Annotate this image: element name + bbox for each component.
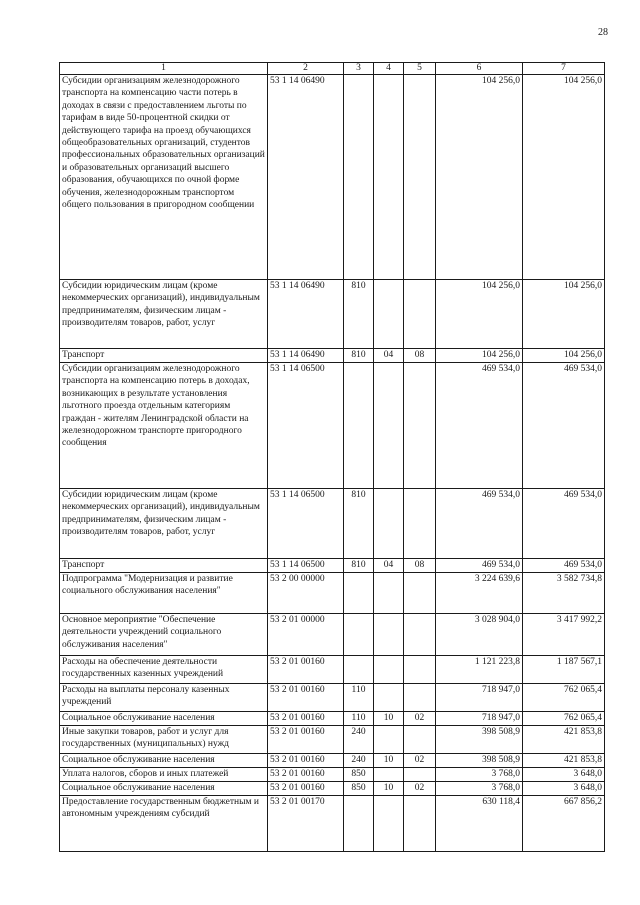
row-sum-1: 630 118,4: [436, 796, 523, 852]
row-vr: 810: [344, 280, 374, 349]
row-code: 53 1 14 06500: [268, 559, 344, 573]
row-sum-2: 1 187 567,1: [523, 656, 605, 684]
row-sum-1: 469 534,0: [436, 489, 523, 559]
row-sum-1: 104 256,0: [436, 349, 523, 363]
row-vr: [344, 573, 374, 614]
column-header: 4: [374, 63, 404, 75]
row-code: 53 1 14 06490: [268, 349, 344, 363]
row-pr: [404, 280, 436, 349]
row-sum-2: 421 853,8: [523, 754, 605, 768]
row-rz: [374, 684, 404, 712]
row-rz: [374, 489, 404, 559]
row-vr: [344, 796, 374, 852]
column-header: 2: [268, 63, 344, 75]
row-sum-2: 421 853,8: [523, 726, 605, 754]
row-pr: 02: [404, 782, 436, 796]
row-name: Транспорт: [60, 349, 268, 363]
row-sum-2: 3 648,0: [523, 782, 605, 796]
row-name: Социальное обслуживание населения: [60, 754, 268, 768]
row-code: 53 2 01 00160: [268, 656, 344, 684]
row-name: Предоставление государственным бюджетным и автономным учреждениям субсидий: [60, 796, 268, 852]
row-vr: 240: [344, 726, 374, 754]
table-row: [60, 782, 605, 796]
row-rz: [374, 768, 404, 782]
row-sum-2: 3 582 734,8: [523, 573, 605, 614]
column-header: 6: [436, 63, 523, 75]
row-pr: [404, 363, 436, 489]
row-pr: [404, 726, 436, 754]
row-rz: 04: [374, 349, 404, 363]
row-sum-1: 104 256,0: [436, 280, 523, 349]
row-sum-2: 3 648,0: [523, 768, 605, 782]
table-row: [60, 726, 605, 754]
row-name: Расходы на обеспечение деятельности государственных казенных учреждений: [60, 656, 268, 684]
row-name: Транспорт: [60, 559, 268, 573]
row-sum-2: 762 065,4: [523, 684, 605, 712]
table-row: [60, 712, 605, 726]
row-pr: [404, 684, 436, 712]
row-sum-2: 104 256,0: [523, 75, 605, 280]
row-sum-1: 1 121 223,8: [436, 656, 523, 684]
row-name: Социальное обслуживание населения: [60, 782, 268, 796]
row-sum-1: 398 508,9: [436, 726, 523, 754]
table-row: [60, 489, 605, 559]
row-rz: [374, 614, 404, 656]
row-sum-1: 718 947,0: [436, 684, 523, 712]
row-sum-1: 104 256,0: [436, 75, 523, 280]
table-row: [60, 754, 605, 768]
table-row: [60, 280, 605, 349]
row-sum-2: 667 856,2: [523, 796, 605, 852]
row-vr: 810: [344, 489, 374, 559]
row-code: 53 1 14 06500: [268, 489, 344, 559]
row-vr: [344, 75, 374, 280]
row-rz: [374, 363, 404, 489]
table-row: [60, 75, 605, 280]
row-code: 53 2 01 00160: [268, 768, 344, 782]
column-header: 1: [60, 63, 268, 75]
row-pr: [404, 489, 436, 559]
row-pr: 08: [404, 559, 436, 573]
row-code: 53 2 01 00160: [268, 726, 344, 754]
row-sum-1: 3 768,0: [436, 782, 523, 796]
row-pr: 08: [404, 349, 436, 363]
budget-table: [59, 62, 605, 852]
column-header: 3: [344, 63, 374, 75]
row-sum-1: 469 534,0: [436, 559, 523, 573]
row-pr: [404, 573, 436, 614]
row-code: 53 2 01 00160: [268, 684, 344, 712]
row-rz: 10: [374, 782, 404, 796]
row-rz: [374, 573, 404, 614]
table-row: [60, 614, 605, 656]
table-row: [60, 349, 605, 363]
row-name: Субсидии организациям железнодорожного транспорта на компенсацию части потерь в доходах в связи с предоставлением льготы по тарифам в виде 50-процентной скидки от действующего тарифа на проезд обучающихся общеобразовательных организаций, студентов профессиональных образовательных организаций и образовательных организаций высшего образования, обучающихся по очной форме обучения, железнодорожным транспортом общего пользования в пригородном сообщении: [60, 75, 268, 280]
table-row: [60, 656, 605, 684]
row-code: 53 1 14 06500: [268, 363, 344, 489]
row-sum-1: 718 947,0: [436, 712, 523, 726]
row-sum-1: 3 768,0: [436, 768, 523, 782]
row-sum-1: 3 224 639,6: [436, 573, 523, 614]
row-sum-2: 762 065,4: [523, 712, 605, 726]
row-code: 53 1 14 06490: [268, 75, 344, 280]
row-name: Уплата налогов, сборов и иных платежей: [60, 768, 268, 782]
row-name: Субсидии юридическим лицам (кроме некоммерческих организаций), индивидуальным предпринимателям, физическим лицам - производителям товаров, работ, услуг: [60, 489, 268, 559]
row-rz: [374, 75, 404, 280]
row-pr: [404, 75, 436, 280]
column-header: 7: [523, 63, 605, 75]
row-rz: 10: [374, 712, 404, 726]
header-row: [60, 63, 605, 75]
row-vr: 240: [344, 754, 374, 768]
row-sum-2: 104 256,0: [523, 280, 605, 349]
row-name: Основное мероприятие "Обеспечение деятельности учреждений социального обслуживания населения": [60, 614, 268, 656]
row-name: Социальное обслуживание населения: [60, 712, 268, 726]
row-name: Иные закупки товаров, работ и услуг для государственных (муниципальных) нужд: [60, 726, 268, 754]
row-sum-1: 469 534,0: [436, 363, 523, 489]
row-vr: 810: [344, 349, 374, 363]
row-vr: 810: [344, 559, 374, 573]
column-header: 5: [404, 63, 436, 75]
row-code: 53 2 01 00160: [268, 712, 344, 726]
row-name: Субсидии юридическим лицам (кроме некоммерческих организаций), индивидуальным предпринимателям, физическим лицам - производителям товаров, работ, услуг: [60, 280, 268, 349]
row-pr: [404, 656, 436, 684]
row-code: 53 2 01 00160: [268, 782, 344, 796]
row-name: Подпрограмма "Модернизация и развитие социального обслуживания населения": [60, 573, 268, 614]
table-row: [60, 796, 605, 852]
row-pr: 02: [404, 754, 436, 768]
row-pr: [404, 768, 436, 782]
row-name: Расходы на выплаты персоналу казенных учреждений: [60, 684, 268, 712]
row-vr: 110: [344, 684, 374, 712]
table-row: [60, 684, 605, 712]
row-code: 53 1 14 06490: [268, 280, 344, 349]
row-sum-1: 3 028 904,0: [436, 614, 523, 656]
row-rz: [374, 726, 404, 754]
table-row: [60, 363, 605, 489]
row-sum-2: 3 417 992,2: [523, 614, 605, 656]
row-pr: [404, 796, 436, 852]
row-name: Субсидии организациям железнодорожного транспорта на компенсацию потерь в доходах, возникающих в результате установления льготного проезда отдельным категориям граждан - жителям Ленинградской области на железнодорожном транспорте пригородного сообщения: [60, 363, 268, 489]
row-vr: 850: [344, 782, 374, 796]
row-code: 53 2 01 00170: [268, 796, 344, 852]
row-rz: 04: [374, 559, 404, 573]
row-rz: [374, 280, 404, 349]
row-vr: [344, 614, 374, 656]
row-sum-1: 398 508,9: [436, 754, 523, 768]
row-pr: 02: [404, 712, 436, 726]
page-number: 28: [598, 27, 608, 38]
row-pr: [404, 614, 436, 656]
row-sum-2: 469 534,0: [523, 559, 605, 573]
row-code: 53 2 01 00000: [268, 614, 344, 656]
row-sum-2: 469 534,0: [523, 489, 605, 559]
row-code: 53 2 00 00000: [268, 573, 344, 614]
row-vr: 110: [344, 712, 374, 726]
row-vr: 850: [344, 768, 374, 782]
row-vr: [344, 363, 374, 489]
row-rz: [374, 796, 404, 852]
row-rz: [374, 656, 404, 684]
table-row: [60, 768, 605, 782]
table-row: [60, 559, 605, 573]
row-rz: 10: [374, 754, 404, 768]
row-sum-2: 104 256,0: [523, 349, 605, 363]
row-code: 53 2 01 00160: [268, 754, 344, 768]
row-vr: [344, 656, 374, 684]
table-row: [60, 573, 605, 614]
row-sum-2: 469 534,0: [523, 363, 605, 489]
